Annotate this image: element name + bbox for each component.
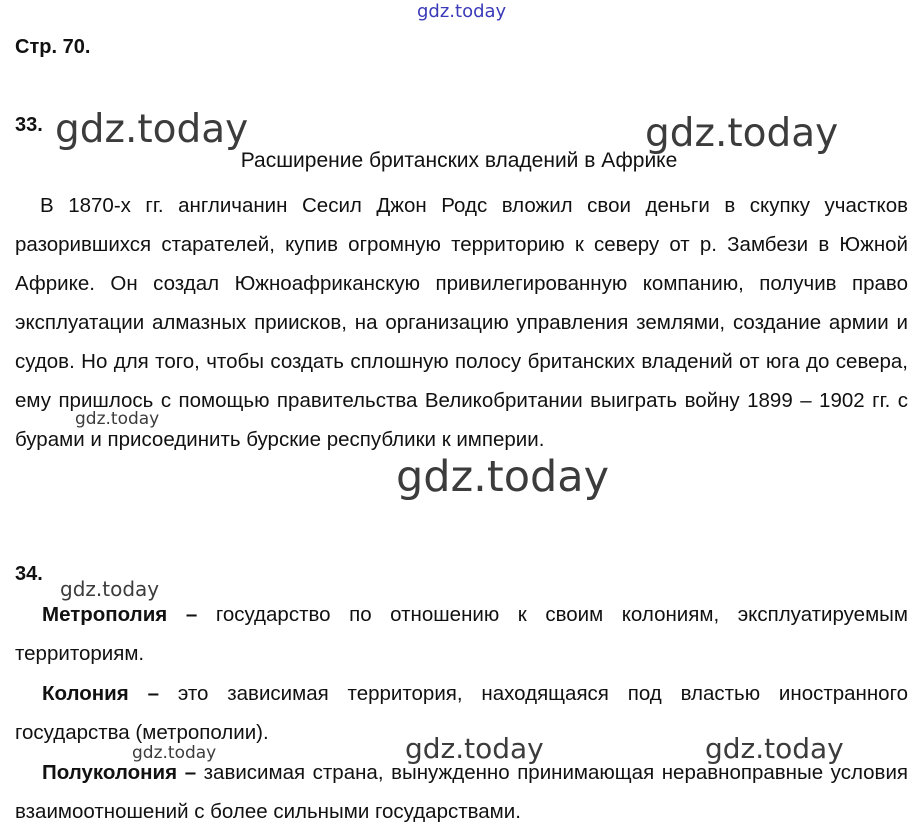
task-33-paragraph: В 1870-х гг. англичанин Сесил Джон Родс вложил свои деньги в скупку участков разорившихся старателей, купив огромную территорию к северу от р. Замбези в Южной Африке. Он создал Южноафриканскую привилегированную компанию, получив право эксплуатации алмазных приисков, на организацию управления землями, создание армии и судов. Но для того, чтобы создать сплошную полосу британских владений от юга до севера, ему пришлось с помощью правительства Великобритании выиграть войну 1899 – 1902 гг. с бурами и присоединить бурские республики к империи.: [15, 194, 908, 451]
watermark-e: gdz.today: [60, 577, 160, 601]
watermark-c: gdz.today: [75, 409, 160, 429]
definition-metropoly: [15, 595, 908, 673]
task-33-number: 33.: [15, 114, 43, 136]
task-33-heading: Расширение британских владений в Африке: [240, 149, 678, 172]
watermark-g: gdz.today: [405, 732, 544, 765]
watermark-top: gdz.today: [417, 1, 507, 22]
definition-term: Полуколония –: [42, 761, 197, 784]
definition-text: это зависимая территория, находящаяся под властью иностранного государства (метрополии).: [15, 682, 909, 744]
watermark-b: gdz.today: [645, 111, 839, 156]
watermark-f: gdz.today: [132, 743, 217, 763]
definition-text: государство по отношению к своим колониям, эксплуатируемым территориям.: [15, 603, 908, 665]
watermark-a: gdz.today: [55, 107, 249, 152]
watermark-h: gdz.today: [705, 732, 844, 765]
definition-text: зависимая страна, вынужденно принимающая неравноправные условия взаимоотношений с более сильными государствами.: [15, 761, 908, 823]
task-34-number: 34.: [15, 563, 43, 585]
definition-term: Колония –: [42, 682, 159, 705]
page-label: Стр. 70.: [15, 36, 91, 58]
definition-term: Метрополия –: [42, 603, 198, 626]
watermark-d: gdz.today: [396, 452, 610, 502]
